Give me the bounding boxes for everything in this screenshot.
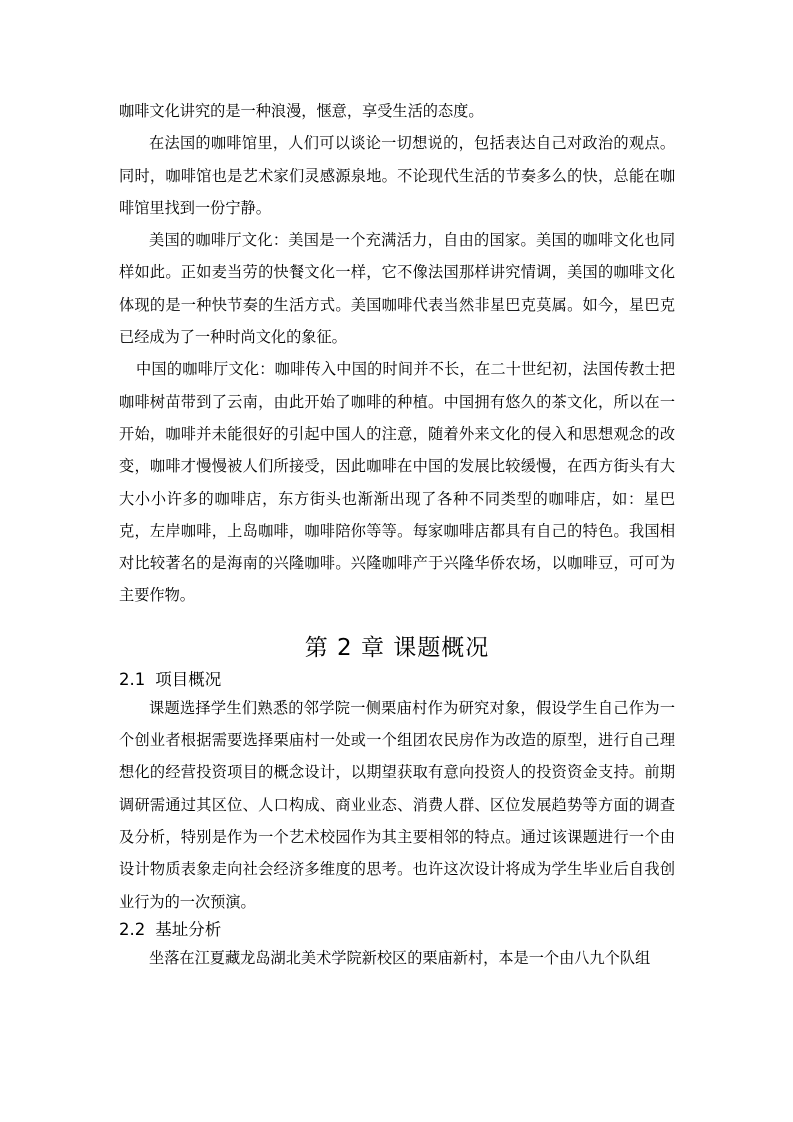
paragraph-american-cafe: 美国的咖啡厅文化：美国是一个充满活力，自由的国家。美国的咖啡文化也同样如此。正如麦当劳的快餐文化一样，它不像法国那样讲究情调，美国的咖啡文化体现的是一种快节奏的生活方式。美国咖啡代表当然非星巴克莫属。如今，星巴克已经成为了一种时尚文化的象征。 [119, 231, 675, 347]
section-heading-site-analysis [119, 918, 675, 942]
paragraph-chinese-cafe: 中国的咖啡厅文化：咖啡传入中国的时间并不长，在二十世纪初，法国传教士把咖啡树苗带到了云南，由此开始了咖啡的种植。中国拥有悠久的茶文化，所以在一开始，咖啡并未能很好的引起中国人的注意，随着外来文化的侵入和思想观念的改变，咖啡才慢慢被人们所接受，因此咖啡在中国的发展比较缓慢，在西方街头有大大小小许多的咖啡店，东方街头也渐渐出现了各种不同类型的咖啡店，如：星巴克，左岸咖啡，上岛咖啡，咖啡陪你等等。每家咖啡店都具有自己的特色。我国相对比较著名的是海南的兴隆咖啡。兴隆咖啡产于兴隆华侨农场，以咖啡豆，可可为主要作物。 [119, 360, 675, 605]
paragraph-project-overview: 课题选择学生们熟悉的邻学院一侧栗庙村作为研究对象，假设学生自己作为一个创业者根据需要选择栗庙村一处或一个组团农民房作为改造的原型，进行自己理想化的经营投资项目的概念设计，以期望获取有意向投资人的投资资金支持。前期调研需通过其区位、人口构成、商业业态、消费人群、区位发展趋势等方面的调查及分析，特别是作为一个艺术校园作为其主要相邻的特点。通过该课题进行一个由设计物质表象走向社会经济多维度的思考。也许这次设计将成为学生毕业后自我创业行为的一次预演。 [119, 698, 675, 911]
section-title: 项目概况 [155, 669, 222, 689]
section-number: 2.1 [119, 669, 146, 689]
section-heading-project-overview [119, 668, 675, 692]
paragraph-site-analysis: 坐落在江夏藏龙岛湖北美术学院新校区的栗庙新村，本是一个由八九个队组 [149, 948, 651, 967]
paragraph-coffee-culture: 咖啡文化讲究的是一种浪漫，惬意，享受生活的态度。 [119, 102, 484, 120]
chapter-title: 第 2 章 课题概况 [304, 634, 490, 661]
section-number: 2.2 [119, 919, 146, 939]
section-title: 基址分析 [155, 919, 222, 939]
paragraph-french-cafe: 在法国的咖啡馆里，人们可以谈论一切想说的，包括表达自己对政治的观点。同时，咖啡馆也是艺术家们灵感源泉地。不论现代生活的节奏多么的快，总能在咖啡馆里找到一份宁静。 [119, 134, 675, 217]
document-page [119, 95, 675, 974]
